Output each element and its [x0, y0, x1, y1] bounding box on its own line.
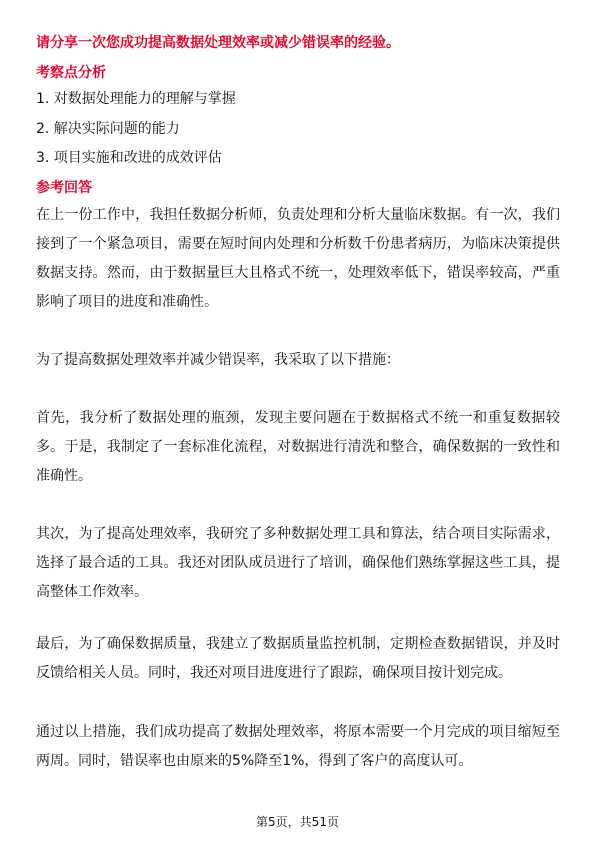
analysis-section-title: 考察点分析: [36, 65, 106, 81]
answer-paragraph: 通过以上措施，我们成功提高了数据处理效率，将原本需要一个月完成的项目缩短至两周。同时，错误率也由原来的5%降至1%，得到了客户的高度认可。: [36, 724, 560, 769]
analysis-point: 2. 解决实际问题的能力: [36, 121, 180, 137]
answer-paragraph: 其次，为了提高处理效率，我研究了多种数据处理工具和算法，结合项目实际需求，选择了最合适的工具。我还对团队成员进行了培训，确保他们熟练掌握这些工具，提高整体工作效率。: [36, 526, 560, 600]
answer-paragraph: 首先，我分析了数据处理的瓶颈，发现主要问题在于数据格式不统一和重复数据较多。于是，我制定了一套标准化流程，对数据进行清洗和整合，确保数据的一致性和准确性。: [36, 410, 560, 484]
answer-paragraph: 为了提高数据处理效率并减少错误率，我采取了以下措施：: [36, 352, 400, 368]
answer-section-title: 参考回答: [36, 180, 92, 196]
answer-paragraph: 在上一份工作中，我担任数据分析师，负责处理和分析大量临床数据。有一次，我们接到了一个紧急项目，需要在短时间内处理和分析数千份患者病历，为临床决策提供数据支持。然而，由于数据量巨大且格式不统一，处理效率低下，错误率较高，严重影响了项目的进度和准确性。: [36, 207, 560, 310]
question-heading: 请分享一次您成功提高数据处理效率或减少错误率的经验。: [36, 35, 400, 51]
analysis-point: 1. 对数据处理能力的理解与掌握: [36, 91, 236, 107]
analysis-point: 3. 项目实施和改进的成效评估: [36, 150, 222, 166]
page-number: 第5页，共51页: [256, 815, 339, 829]
answer-paragraph: 最后，为了确保数据质量，我建立了数据质量监控机制，定期检查数据错误，并及时反馈给相关人员。同时，我还对项目进度进行了跟踪，确保项目按计划完成。: [36, 636, 560, 681]
